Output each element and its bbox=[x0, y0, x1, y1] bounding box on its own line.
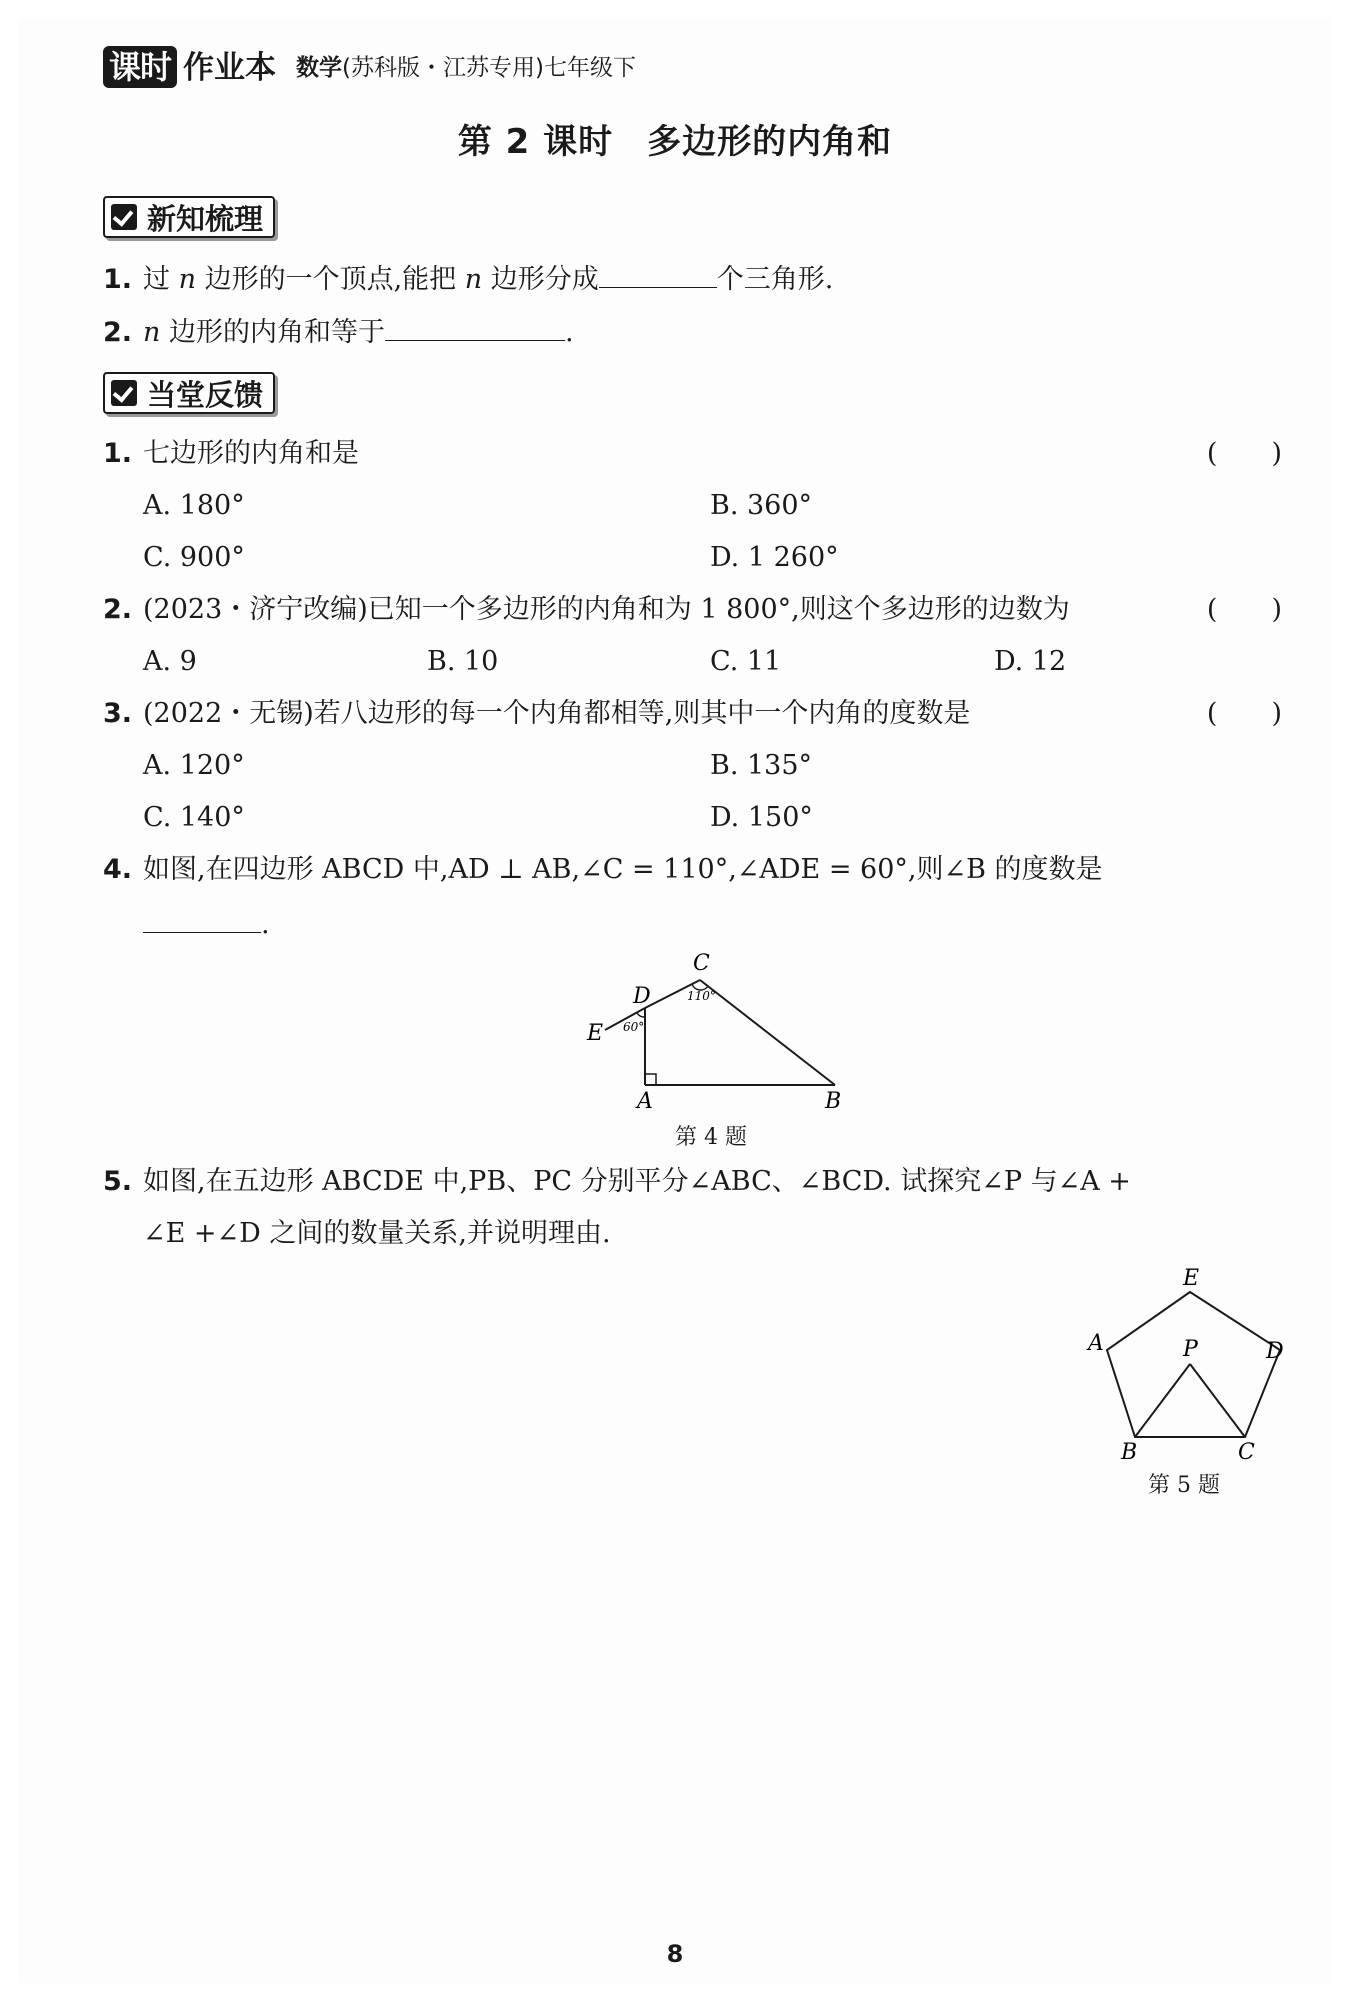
knowledge-item-2: 2. n 边形的内角和等于 . bbox=[103, 314, 574, 351]
page-number: 8 bbox=[666, 1940, 684, 1968]
option-1a[interactable]: A. 180° bbox=[143, 490, 245, 521]
angle-d-value: 60° bbox=[623, 1020, 645, 1034]
figure-5-pentagon bbox=[1085, 1262, 1295, 1462]
subject-label: 数学 bbox=[296, 55, 343, 81]
question-5-line-2: ∠E +∠D 之间的数量关系,并说明理由. bbox=[143, 1218, 611, 1249]
side-bc bbox=[700, 980, 835, 1085]
question-4-blank-line: . bbox=[143, 906, 270, 943]
label-e: E bbox=[587, 1021, 604, 1046]
answer-blank[interactable] bbox=[385, 314, 565, 341]
lesson-title bbox=[0, 114, 1350, 163]
option-3c[interactable]: C. 140° bbox=[143, 802, 245, 833]
answer-blank[interactable] bbox=[599, 261, 717, 288]
segment-pc bbox=[1190, 1364, 1245, 1437]
option-1c[interactable]: C. 900° bbox=[143, 542, 245, 573]
pentagon-outline bbox=[1107, 1292, 1280, 1437]
answer-paren-3[interactable]: ( ) bbox=[1206, 698, 1282, 729]
section-title: 新知梳理 bbox=[147, 201, 264, 236]
checkbox-icon bbox=[111, 380, 137, 406]
label-a: A bbox=[637, 1089, 653, 1114]
book-brand: 作业本 bbox=[183, 50, 277, 86]
label-d-v: D bbox=[1266, 1339, 1284, 1364]
question-1: 1. 七边形的内角和是 bbox=[103, 438, 359, 469]
book-header bbox=[103, 42, 636, 88]
label-b: B bbox=[1121, 1440, 1138, 1462]
answer-blank[interactable] bbox=[143, 906, 261, 933]
label-d: D bbox=[633, 984, 651, 1009]
label-p: P bbox=[1183, 1337, 1198, 1362]
knowledge-item-1: 1. 过 n 边形的一个顶点,能把 n 边形分成 个三角形. bbox=[103, 261, 833, 298]
label-c: C bbox=[693, 951, 710, 976]
question-5: 5. 如图,在五边形 ABCDE 中,PB、PC 分别平分∠ABC、∠BCD. 试探究∠P 与∠A + bbox=[103, 1166, 1131, 1197]
question-3: 3. (2022・无锡)若八边形的每一个内角都相等,则其中一个内角的度数是 bbox=[103, 698, 971, 729]
edition-label: (苏科版・江苏专用)七年级下 bbox=[342, 55, 636, 81]
checkbox-icon bbox=[111, 204, 137, 230]
book-subtitle bbox=[296, 48, 636, 88]
question-2: 2. (2023・济宁改编)已知一个多边形的内角和为 1 800°,则这个多边形的边数为 bbox=[103, 594, 1070, 625]
option-2a[interactable]: A. 9 bbox=[143, 646, 197, 677]
angle-c-value: 110° bbox=[687, 989, 716, 1003]
option-3d[interactable]: D. 150° bbox=[710, 802, 813, 833]
section-new-knowledge bbox=[103, 196, 275, 238]
section-title: 当堂反馈 bbox=[147, 377, 264, 412]
section-class-feedback bbox=[103, 372, 275, 414]
option-1d[interactable]: D. 1 260° bbox=[710, 542, 839, 573]
lesson-name: 多边形的内角和 bbox=[647, 122, 893, 162]
label-a: A bbox=[1088, 1331, 1104, 1356]
option-2c[interactable]: C. 11 bbox=[710, 646, 782, 677]
right-angle-mark bbox=[645, 1074, 656, 1085]
option-2d[interactable]: D. 12 bbox=[994, 646, 1067, 677]
segment-pb bbox=[1135, 1364, 1190, 1437]
answer-paren-2[interactable]: ( ) bbox=[1206, 594, 1282, 625]
figure-4-caption: 第 4 题 bbox=[675, 1125, 747, 1150]
label-b: B bbox=[825, 1089, 842, 1114]
option-2b[interactable]: B. 10 bbox=[427, 646, 499, 677]
label-c: C bbox=[1238, 1440, 1255, 1462]
option-1b[interactable]: B. 360° bbox=[710, 490, 813, 521]
answer-paren-1[interactable]: ( ) bbox=[1206, 438, 1282, 469]
angle-d-arc bbox=[637, 1013, 645, 1017]
figure-5-caption: 第 5 题 bbox=[1148, 1473, 1220, 1498]
question-4: 4. 如图,在四边形 ABCD 中,AD ⊥ AB,∠C = 110°,∠ADE = 60°,则∠B 的度数是 bbox=[103, 854, 1103, 885]
figure-4-quadrilateral bbox=[575, 950, 855, 1120]
book-logo: 课时 bbox=[103, 46, 177, 88]
option-3b[interactable]: B. 135° bbox=[710, 750, 813, 781]
lesson-prefix: 第 2 课时 bbox=[457, 122, 614, 162]
option-3a[interactable]: A. 120° bbox=[143, 750, 245, 781]
label-e: E bbox=[1183, 1266, 1200, 1291]
